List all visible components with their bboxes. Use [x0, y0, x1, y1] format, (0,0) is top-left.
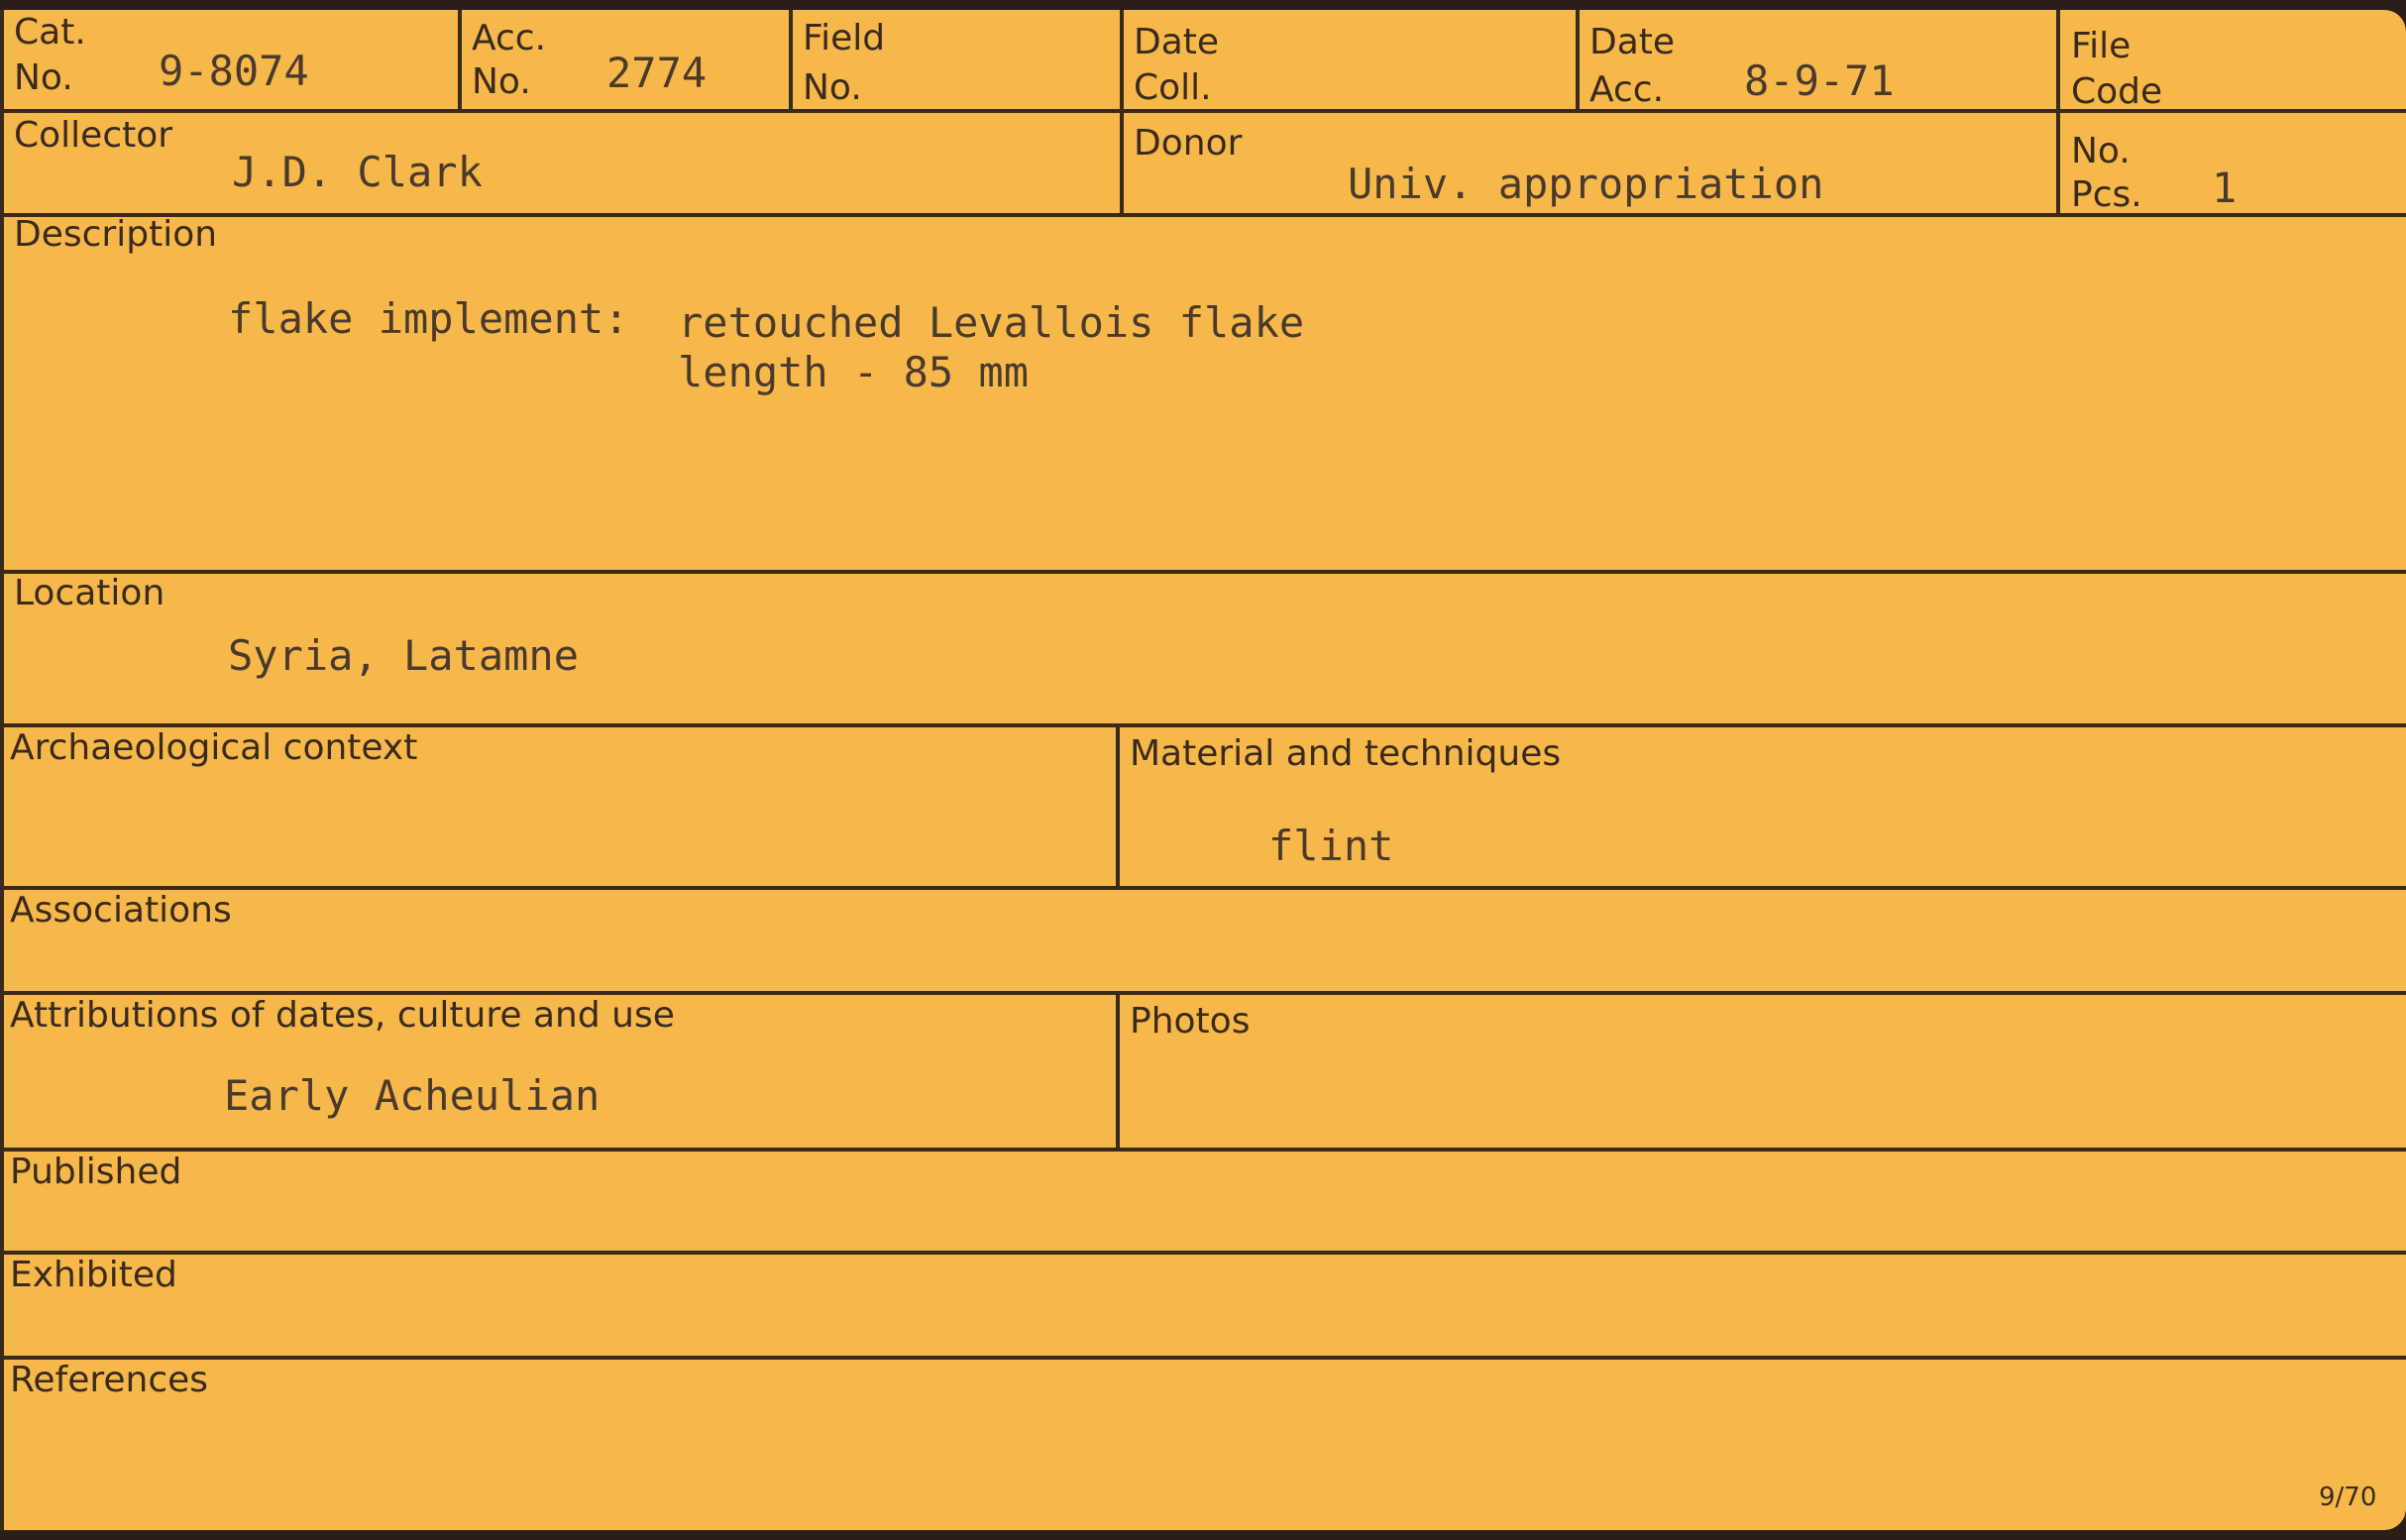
- material-label: Material and techniques: [1130, 733, 1562, 774]
- rule-description: [0, 570, 2406, 574]
- date-coll-label-1: Date: [1134, 22, 1220, 62]
- acc-label-2: No.: [472, 61, 531, 102]
- catalog-card: [0, 10, 2406, 1530]
- description-line-1: retouched Levallois flake: [678, 298, 1305, 347]
- rule-v-field: [1120, 10, 1124, 215]
- pieces-value: 1: [2212, 164, 2238, 212]
- donor-label: Donor: [1134, 123, 1243, 164]
- field-label-1: Field: [803, 18, 886, 58]
- description-prefix: flake implement:: [228, 294, 629, 343]
- cat-label-1: Cat.: [14, 12, 86, 53]
- rule-v-context: [1116, 725, 1120, 888]
- rule-v-attributions: [1116, 993, 1120, 1150]
- rule-published: [0, 1251, 2406, 1255]
- pieces-label-1: No.: [2071, 131, 2131, 171]
- rule-v-datecoll: [1576, 10, 1580, 111]
- collector-value: J.D. Clark: [232, 148, 483, 196]
- field-label-2: No.: [803, 67, 862, 108]
- acc-label-1: Acc.: [472, 18, 547, 58]
- donor-value: Univ. appropriation: [1348, 160, 1824, 208]
- cat-label-2: No.: [14, 57, 73, 98]
- rule-attributions: [0, 1148, 2406, 1152]
- attributions-value: Early Acheulian: [224, 1071, 601, 1120]
- date-acc-label-2: Acc.: [1589, 69, 1665, 110]
- location-label: Location: [14, 573, 165, 613]
- description-line-2: length - 85 mm: [678, 348, 1030, 396]
- file-code-label-1: File: [2071, 26, 2132, 66]
- rule-collector: [0, 213, 2406, 217]
- date-acc-label-1: Date: [1589, 22, 1676, 62]
- rule-left-edge: [0, 10, 4, 1530]
- rule-top-header: [0, 109, 2406, 113]
- rule-v-dateacc: [2056, 10, 2060, 215]
- acc-number-value: 2774: [606, 49, 708, 97]
- cat-number-value: 9-8074: [159, 47, 309, 95]
- references-label: References: [10, 1360, 209, 1400]
- form-id: 9/70: [2319, 1483, 2377, 1512]
- context-label: Archaeological context: [10, 727, 418, 768]
- attributions-label: Attributions of dates, culture and use: [10, 995, 675, 1036]
- collector-label: Collector: [14, 115, 173, 156]
- associations-label: Associations: [10, 890, 232, 931]
- date-coll-label-2: Coll.: [1134, 67, 1212, 108]
- published-label: Published: [10, 1152, 182, 1192]
- photos-label: Photos: [1130, 1001, 1251, 1042]
- pieces-label-2: Pcs.: [2071, 174, 2142, 215]
- date-acc-value: 8-9-71: [1744, 56, 1895, 105]
- location-value: Syria, Latamne: [228, 631, 580, 680]
- rule-context: [0, 886, 2406, 890]
- file-code-label-2: Code: [2071, 71, 2163, 112]
- material-value: flint: [1268, 822, 1394, 870]
- rule-v-acc: [789, 10, 793, 111]
- rule-exhibited: [0, 1356, 2406, 1360]
- rule-v-cat: [458, 10, 462, 111]
- exhibited-label: Exhibited: [10, 1255, 177, 1295]
- description-label: Description: [14, 214, 218, 255]
